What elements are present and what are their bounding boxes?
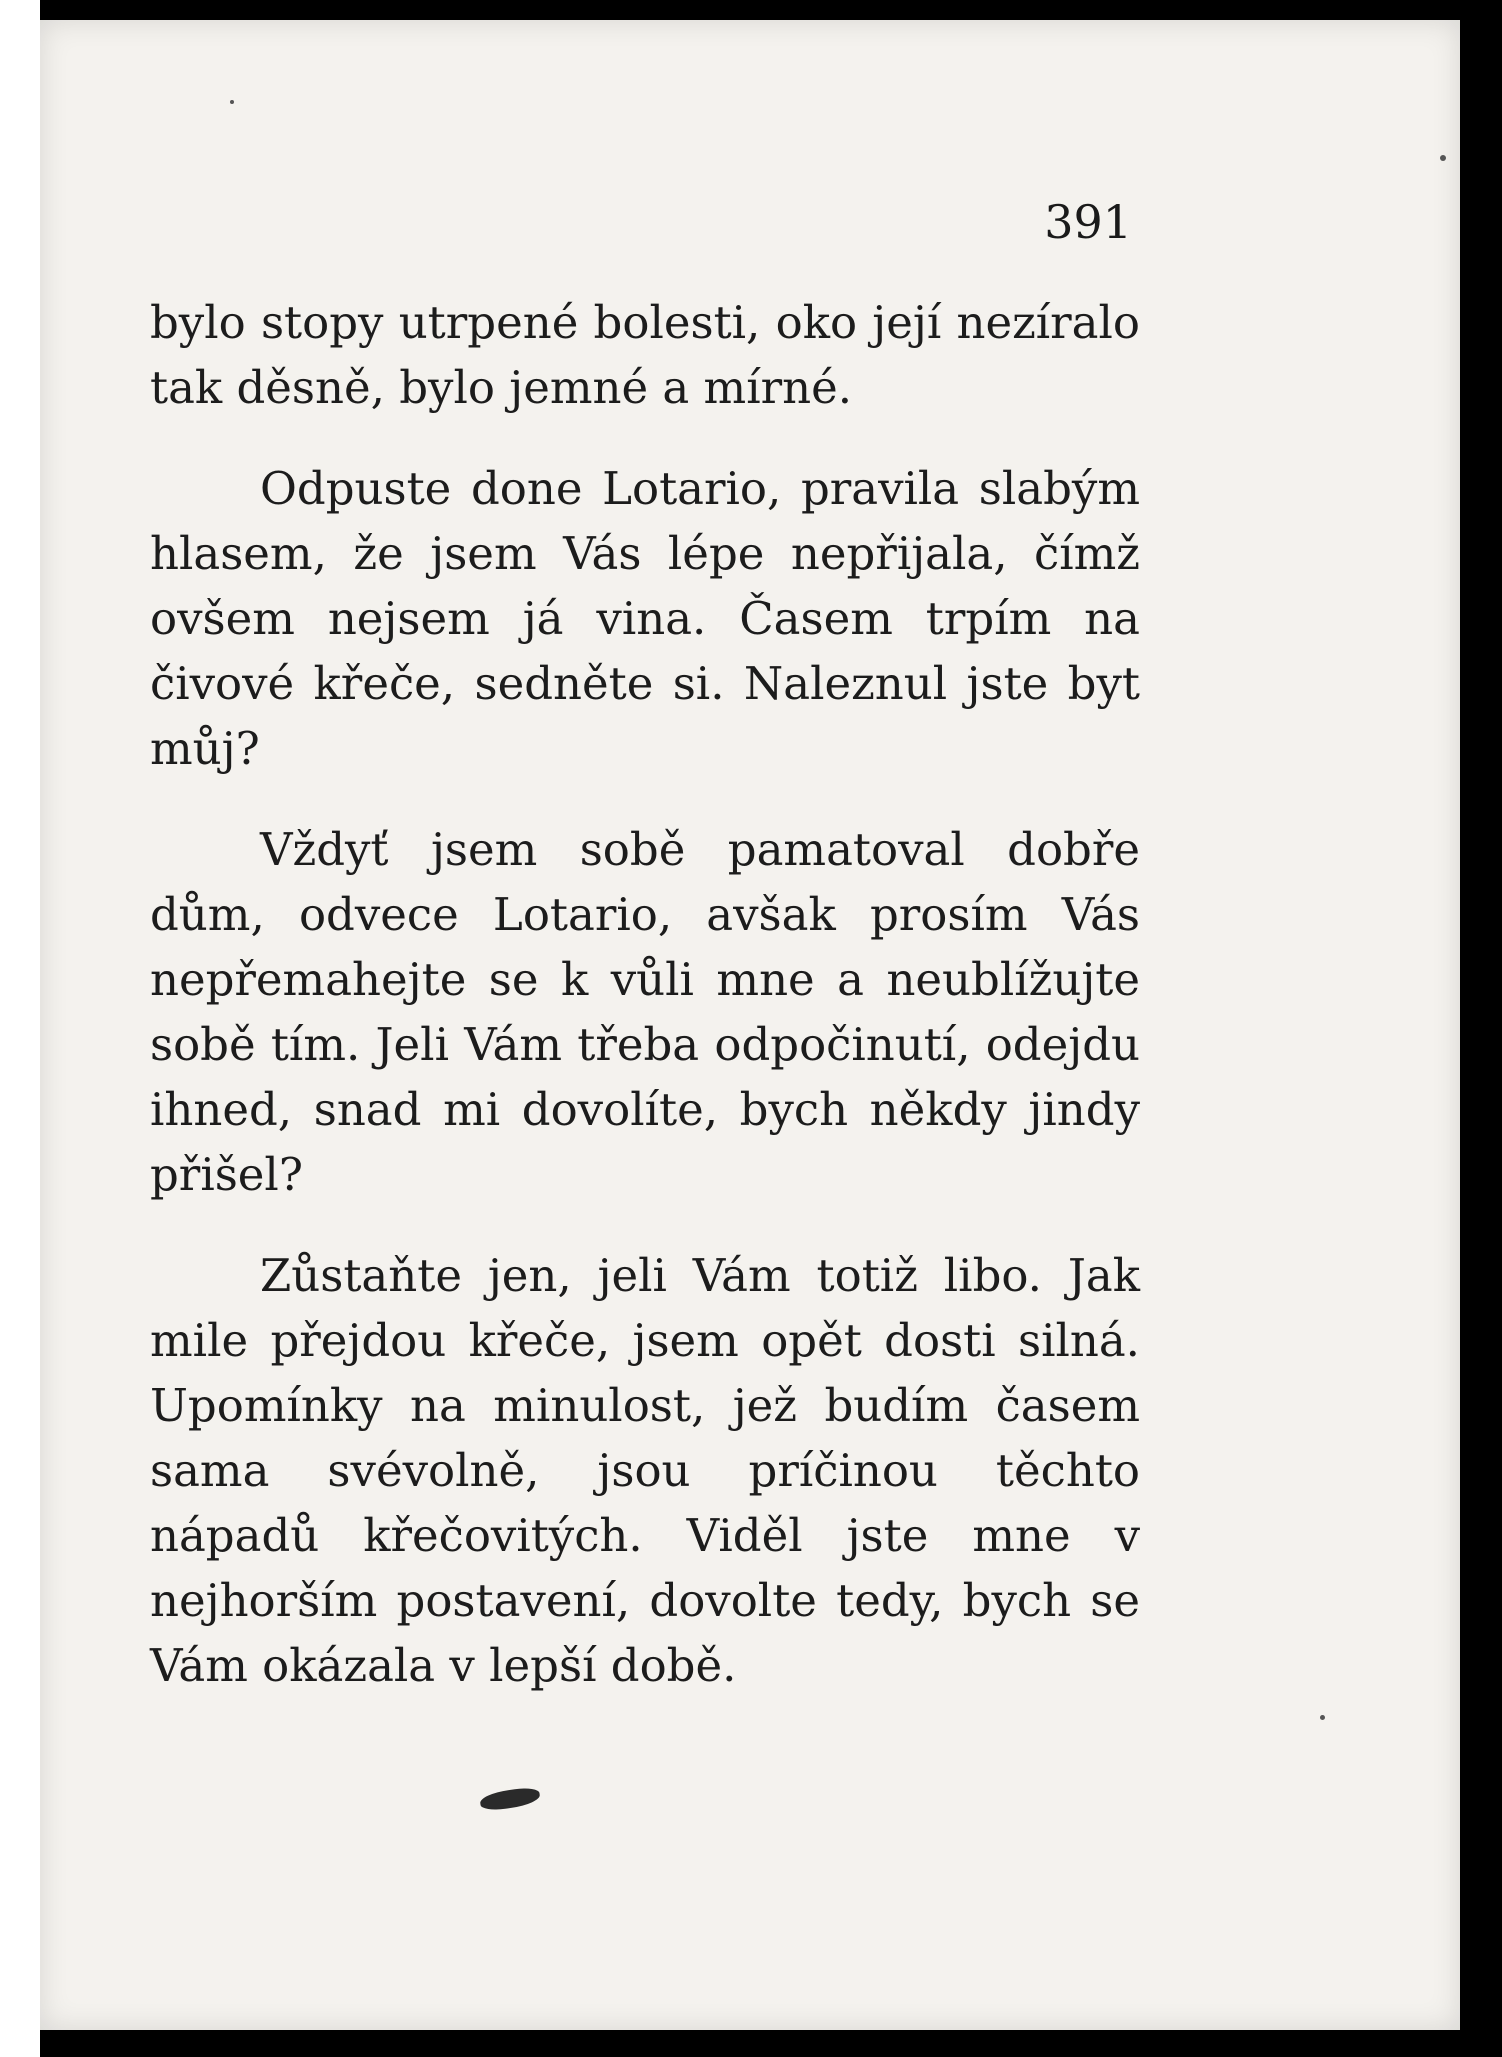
page-number: 391 — [1044, 195, 1132, 249]
paragraph-3: Vždyť jsem sobě pamatoval dobře dům, odvece Lotario, avšak prosím Vás nepřemahejte se k vůli mne a neublížujte sobě tím. Jeli Vám třeba odpočinutí, odejdu ihned, snad mi dovolíte, bych někdy jindy přišel? — [150, 823, 1140, 1201]
paragraph-1: bylo stopy utrpené bolesti, oko její nezíralo tak děsně, bylo jemné a mírné. — [150, 296, 1140, 414]
paragraph-2: Odpuste done Lotario, pravila slabým hlasem, že jsem Vás lépe nepřijala, čímž ovšem nejsem já vina. Časem trpím na čivové křeče, sedněte si. Naleznul jste byt můj? — [150, 462, 1140, 775]
dust-speck — [230, 100, 234, 104]
body-text — [150, 290, 1140, 1734]
paragraph-4: Zůstaňte jen, jeli Vám totiž libo. Jak mile přejdou křeče, jsem opět dosti silná. Upomínky na minulost, jež budím časem sama svévolně, jsou príčinou těchto nápadů křečovitých. Viděl jste mne v nejhorším postavení, dovolte tedy, bych se Vám okázala v lepší době. — [150, 1249, 1140, 1692]
scan-margin — [0, 0, 40, 2057]
dust-speck — [1440, 155, 1446, 161]
dust-speck — [1320, 1715, 1325, 1720]
